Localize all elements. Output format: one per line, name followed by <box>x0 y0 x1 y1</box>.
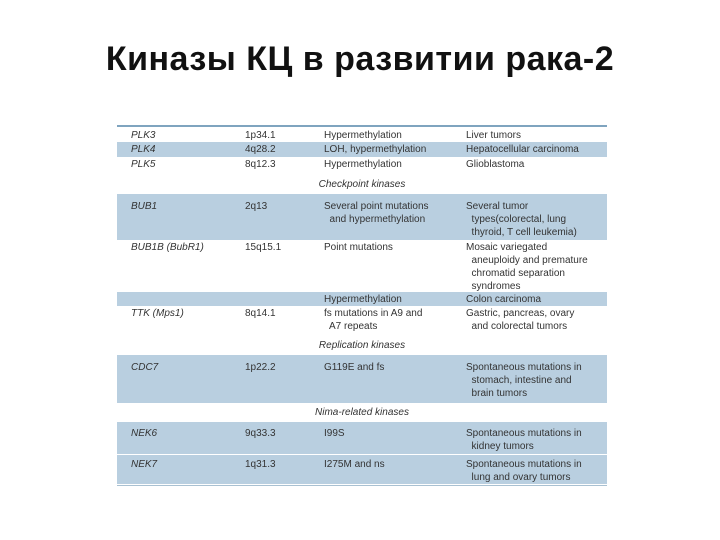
locus-cell: 15q15.1 <box>245 242 282 253</box>
tumor-cell: Several tumor types(colorectal, lung thyroid, T cell leukemia) <box>466 201 577 238</box>
section-label-nima: Nima-related kinases <box>315 407 409 418</box>
table-row <box>117 355 607 403</box>
tumor-cell: Hepatocellular carcinoma <box>466 144 579 155</box>
locus-cell: 4q28.2 <box>245 144 276 155</box>
table-row <box>117 157 607 172</box>
tumor-cell: Glioblastoma <box>466 159 525 170</box>
locus-cell: 1p22.2 <box>245 362 276 373</box>
tumor-cell: Gastric, pancreas, ovary and colorectal tumors <box>466 308 575 332</box>
section-label-replication: Replication kinases <box>318 340 406 351</box>
gene-cell: BUB1 <box>131 201 158 212</box>
kinase-table <box>117 125 607 486</box>
section-label-checkpoint: Checkpoint kinases <box>318 179 406 190</box>
tumor-cell: Spontaneous mutations in stomach, intestine and brain tumors <box>466 362 582 399</box>
table-row <box>117 240 607 292</box>
table-row <box>117 292 607 306</box>
locus-cell: 1q31.3 <box>245 459 276 470</box>
gene-cell: TTK (Mps1) <box>131 308 184 319</box>
gene-cell: PLK3 <box>131 130 156 141</box>
gene-cell: NEK7 <box>131 459 158 470</box>
tumor-cell: Colon carcinoma <box>466 294 542 305</box>
locus-cell: 1p34.1 <box>245 130 276 141</box>
alteration-cell: I99S <box>324 428 345 439</box>
locus-cell: 8q14.1 <box>245 308 276 319</box>
alteration-cell: Point mutations <box>324 242 393 253</box>
tumor-cell: Spontaneous mutations in kidney tumors <box>466 428 582 452</box>
table-row <box>117 142 607 157</box>
alteration-cell: LOH, hypermethylation <box>324 144 427 155</box>
alteration-cell: Several point mutations and hypermethylation <box>324 201 429 225</box>
slide-title: Киназы КЦ в развитии рака-2 <box>105 40 615 78</box>
tumor-cell: Mosaic variegated aneuploidy and premature chromatid separation syndromes <box>466 242 588 292</box>
gene-cell: BUB1B (BubR1) <box>131 242 204 253</box>
tumor-cell: Liver tumors <box>466 130 522 141</box>
table-row <box>117 194 607 240</box>
table-row <box>117 454 607 484</box>
tumor-cell: Spontaneous mutations in lung and ovary tumors <box>466 459 582 483</box>
table-row <box>117 128 607 142</box>
locus-cell: 8q12.3 <box>245 159 276 170</box>
alteration-cell: Hypermethylation <box>324 159 402 170</box>
gene-cell: PLK5 <box>131 159 156 170</box>
gene-cell: NEK6 <box>131 428 158 439</box>
alteration-cell: G119E and fs <box>324 362 385 373</box>
alteration-cell: Hypermethylation <box>324 130 402 141</box>
table-row <box>117 422 607 454</box>
alteration-cell: I275M and ns <box>324 459 385 470</box>
locus-cell: 9q33.3 <box>245 428 276 439</box>
table-row <box>117 306 607 336</box>
gene-cell: CDC7 <box>131 362 159 373</box>
alteration-cell: Hypermethylation <box>324 294 402 305</box>
alteration-cell: fs mutations in A9 and A7 repeats <box>324 308 423 332</box>
locus-cell: 2q13 <box>245 201 268 212</box>
gene-cell: PLK4 <box>131 144 156 155</box>
